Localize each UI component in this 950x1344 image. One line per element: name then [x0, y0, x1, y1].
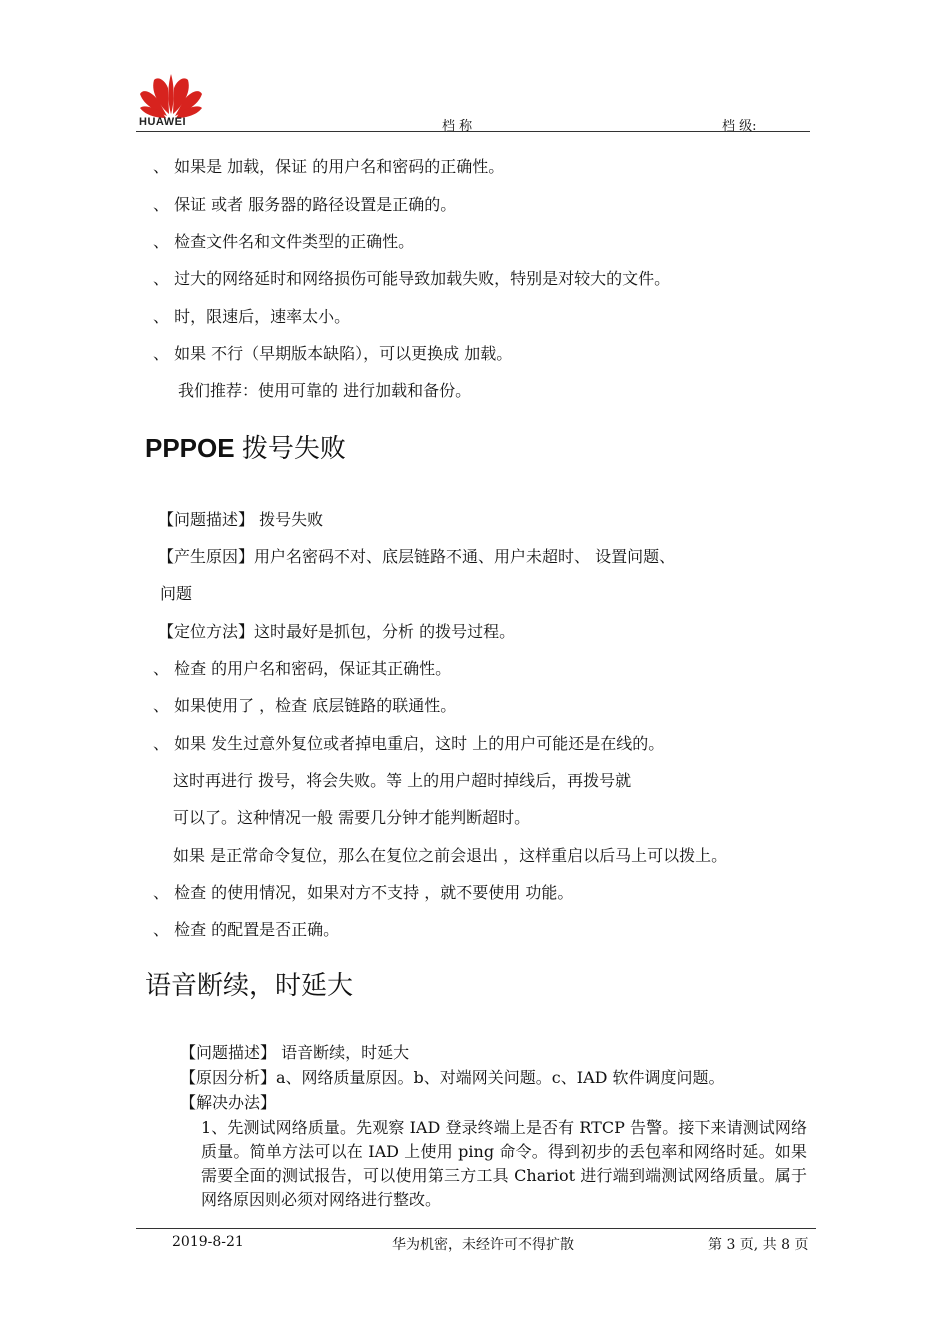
list-item: 、 检查 的用户名和密码，保证其正确性。 — [153, 659, 452, 678]
section-heading-pppoe — [145, 432, 346, 465]
problem-cause: 【产生原因】用户名密码不对、底层链路不通、用户未超时、 设置问题、 — [158, 547, 676, 566]
list-item: 、 时，限速后，速率太小。 — [153, 307, 351, 326]
heading-cn: 拨号失败 — [241, 434, 346, 464]
problem-cause-cont: 问题 — [160, 584, 193, 603]
header-rule — [136, 131, 810, 132]
locate-method: 【定位方法】这时最好是抓包，分析 的拨号过程。 — [158, 622, 516, 641]
list-item: 、 如果 不行（早期版本缺陷），可以更换成 加载。 — [153, 344, 513, 363]
problem-description: 【问题描述】 拨号失败 — [158, 510, 324, 529]
list-item: 、 检查 的配置是否正确。 — [153, 920, 340, 939]
list-item: 、 如果使用了 ，检查 底层链路的联通性。 — [153, 696, 457, 715]
list-item: 、 如果是 加载，保证 的用户名和密码的正确性。 — [153, 157, 505, 176]
footer-confidential: 华为机密，未经许可不得扩散 — [392, 1237, 574, 1253]
footer-page-number: 第 3 页, 共 8 页 — [708, 1237, 809, 1253]
list-item-cont: 如果 是正常命令复位，那么在复位之前会退出 ，这样重启以后马上可以拨上。 — [173, 846, 728, 865]
cause-analysis: 【原因分析】a、网络质量原因。b、对端网关问题。c、IAD 软件调度问题。 — [180, 1068, 725, 1087]
footer-rule — [136, 1228, 816, 1229]
footer-date: 2019-8-21 — [172, 1234, 244, 1250]
solution-text: 1、先测试网络质量。先观察 IAD 登录终端上是否有 RTCP 告警。接下来请测试网络质量。简单方法可以在 IAD 上使用 ping 命令。得到初步的丢包率和网络时延。如果需要全面的测试报告，可以使用第三方工具 Chariot 进行端到端测试网络质量。属于网络原因则必须对网络进行整改。 — [201, 1118, 807, 1209]
heading-latin: PPPOE — [145, 433, 235, 463]
huawei-logo-text: HUAWEI — [139, 116, 186, 128]
section-heading-voice: 语音断续，时延大 — [145, 971, 354, 1001]
list-item-cont: 这时再进行 拨号，将会失败。等 上的用户超时掉线后，再拨号就 — [173, 771, 632, 790]
list-item: 、 过大的网络延时和网络损伤可能导致加载失败，特别是对较大的文件。 — [153, 269, 671, 288]
list-item: 、 如果 发生过意外复位或者掉电重启，这时 上的用户可能还是在线的。 — [153, 734, 665, 753]
doc-name-label: 档 称 — [442, 119, 473, 134]
list-item: 、 检查文件名和文件类型的正确性。 — [153, 232, 415, 251]
problem-description: 【问题描述】 语音断续，时延大 — [180, 1043, 410, 1062]
list-item-cont: 可以了。这种情况一般 需要几分钟才能判断超时。 — [173, 808, 531, 827]
list-item: 、 检查 的使用情况，如果对方不支持 ，就不要使用 功能。 — [153, 883, 574, 902]
solution-label: 【解决办法】 — [180, 1093, 277, 1112]
recommendation: 我们推荐：使用可靠的 进行加载和备份。 — [178, 381, 472, 400]
list-item: 、 保证 或者 服务器的路径设置是正确的。 — [153, 195, 457, 214]
doc-level-label: 档 级: — [722, 119, 757, 134]
